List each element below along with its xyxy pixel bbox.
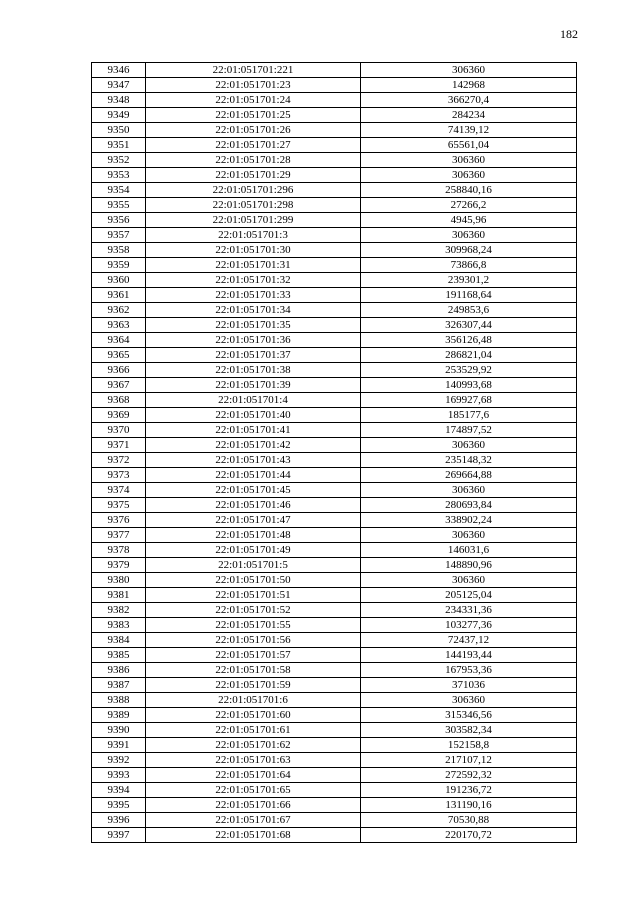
row-number-cell: 9360 <box>92 273 146 288</box>
table-row <box>92 123 577 138</box>
table-row <box>92 618 577 633</box>
cadastral-value-cell: 140993,68 <box>361 378 577 393</box>
table-row <box>92 813 577 828</box>
row-number-cell: 9372 <box>92 453 146 468</box>
table-row <box>92 93 577 108</box>
table-row <box>92 243 577 258</box>
row-number-cell: 9387 <box>92 678 146 693</box>
cadastral-value-cell: 73866,8 <box>361 258 577 273</box>
cadastral-value-cell: 356126,48 <box>361 333 577 348</box>
cadastral-value-cell: 70530,88 <box>361 813 577 828</box>
row-number-cell: 9392 <box>92 753 146 768</box>
cadastral-value-cell: 185177,6 <box>361 408 577 423</box>
cadastral-value-cell: 306360 <box>361 228 577 243</box>
cadastral-number-cell: 22:01:051701:36 <box>146 333 361 348</box>
row-number-cell: 9397 <box>92 828 146 843</box>
cadastral-number-cell: 22:01:051701:44 <box>146 468 361 483</box>
row-number-cell: 9352 <box>92 153 146 168</box>
row-number-cell: 9376 <box>92 513 146 528</box>
cadastral-value-cell: 309968,24 <box>361 243 577 258</box>
cadastral-value-cell: 315346,56 <box>361 708 577 723</box>
row-number-cell: 9364 <box>92 333 146 348</box>
cadastral-number-cell: 22:01:051701:57 <box>146 648 361 663</box>
row-number-cell: 9348 <box>92 93 146 108</box>
cadastral-value-cell: 306360 <box>361 168 577 183</box>
table-row <box>92 558 577 573</box>
table-row <box>92 603 577 618</box>
cadastral-value-cell: 169927,68 <box>361 393 577 408</box>
cadastral-number-cell: 22:01:051701:43 <box>146 453 361 468</box>
table-row <box>92 258 577 273</box>
table-row <box>92 318 577 333</box>
cadastral-value-cell: 249853,6 <box>361 303 577 318</box>
table-row <box>92 753 577 768</box>
table-row <box>92 513 577 528</box>
row-number-cell: 9373 <box>92 468 146 483</box>
cadastral-value-cell: 74139,12 <box>361 123 577 138</box>
cadastral-number-cell: 22:01:051701:51 <box>146 588 361 603</box>
cadastral-value-cell: 234331,36 <box>361 603 577 618</box>
cadastral-value-cell: 269664,88 <box>361 468 577 483</box>
cadastral-value-cell: 27266,2 <box>361 198 577 213</box>
row-number-cell: 9356 <box>92 213 146 228</box>
table-row <box>92 633 577 648</box>
cadastral-value-cell: 284234 <box>361 108 577 123</box>
row-number-cell: 9354 <box>92 183 146 198</box>
row-number-cell: 9351 <box>92 138 146 153</box>
row-number-cell: 9382 <box>92 603 146 618</box>
table-row <box>92 768 577 783</box>
cadastral-number-cell: 22:01:051701:41 <box>146 423 361 438</box>
cadastral-number-cell: 22:01:051701:23 <box>146 78 361 93</box>
table-row <box>92 498 577 513</box>
cadastral-value-cell: 303582,34 <box>361 723 577 738</box>
table-row <box>92 663 577 678</box>
row-number-cell: 9396 <box>92 813 146 828</box>
row-number-cell: 9355 <box>92 198 146 213</box>
table-row <box>92 213 577 228</box>
cadastral-value-cell: 306360 <box>361 153 577 168</box>
table-row <box>92 798 577 813</box>
table-row <box>92 543 577 558</box>
cadastral-value-cell: 148890,96 <box>361 558 577 573</box>
cadastral-number-cell: 22:01:051701:6 <box>146 693 361 708</box>
cadastral-number-cell: 22:01:051701:55 <box>146 618 361 633</box>
table-row <box>92 648 577 663</box>
cadastral-number-cell: 22:01:051701:46 <box>146 498 361 513</box>
row-number-cell: 9381 <box>92 588 146 603</box>
row-number-cell: 9393 <box>92 768 146 783</box>
cadastral-value-cell: 72437,12 <box>361 633 577 648</box>
row-number-cell: 9349 <box>92 108 146 123</box>
cadastral-number-cell: 22:01:051701:59 <box>146 678 361 693</box>
cadastral-value-cell: 286821,04 <box>361 348 577 363</box>
table-row <box>92 423 577 438</box>
cadastral-number-cell: 22:01:051701:296 <box>146 183 361 198</box>
cadastral-number-cell: 22:01:051701:299 <box>146 213 361 228</box>
table-row <box>92 153 577 168</box>
table-row <box>92 78 577 93</box>
cadastral-value-cell: 306360 <box>361 63 577 78</box>
row-number-cell: 9363 <box>92 318 146 333</box>
cadastral-value-cell: 306360 <box>361 573 577 588</box>
row-number-cell: 9390 <box>92 723 146 738</box>
cadastral-value-cell: 371036 <box>361 678 577 693</box>
cadastral-number-cell: 22:01:051701:66 <box>146 798 361 813</box>
row-number-cell: 9380 <box>92 573 146 588</box>
row-number-cell: 9377 <box>92 528 146 543</box>
cadastral-value-cell: 235148,32 <box>361 453 577 468</box>
row-number-cell: 9346 <box>92 63 146 78</box>
table-row <box>92 453 577 468</box>
row-number-cell: 9374 <box>92 483 146 498</box>
cadastral-value-cell: 326307,44 <box>361 318 577 333</box>
table-row <box>92 738 577 753</box>
table-row <box>92 693 577 708</box>
cadastral-number-cell: 22:01:051701:45 <box>146 483 361 498</box>
cadastral-number-cell: 22:01:051701:3 <box>146 228 361 243</box>
cadastral-number-cell: 22:01:051701:38 <box>146 363 361 378</box>
cadastral-number-cell: 22:01:051701:31 <box>146 258 361 273</box>
cadastral-value-cell: 258840,16 <box>361 183 577 198</box>
row-number-cell: 9369 <box>92 408 146 423</box>
row-number-cell: 9359 <box>92 258 146 273</box>
cadastral-value-cell: 280693,84 <box>361 498 577 513</box>
cadastral-value-cell: 174897,52 <box>361 423 577 438</box>
cadastral-number-cell: 22:01:051701:4 <box>146 393 361 408</box>
cadastral-number-cell: 22:01:051701:35 <box>146 318 361 333</box>
cadastral-value-cell: 146031,6 <box>361 543 577 558</box>
cadastral-value-cell: 220170,72 <box>361 828 577 843</box>
table-row <box>92 198 577 213</box>
cadastral-number-cell: 22:01:051701:27 <box>146 138 361 153</box>
cadastral-value-cell: 306360 <box>361 438 577 453</box>
table-row <box>92 783 577 798</box>
row-number-cell: 9350 <box>92 123 146 138</box>
row-number-cell: 9394 <box>92 783 146 798</box>
cadastral-number-cell: 22:01:051701:37 <box>146 348 361 363</box>
cadastral-value-cell: 205125,04 <box>361 588 577 603</box>
table-row <box>92 408 577 423</box>
row-number-cell: 9357 <box>92 228 146 243</box>
row-number-cell: 9362 <box>92 303 146 318</box>
table-row <box>92 348 577 363</box>
cadastral-number-cell: 22:01:051701:50 <box>146 573 361 588</box>
row-number-cell: 9378 <box>92 543 146 558</box>
row-number-cell: 9367 <box>92 378 146 393</box>
cadastral-number-cell: 22:01:051701:48 <box>146 528 361 543</box>
cadastral-number-cell: 22:01:051701:25 <box>146 108 361 123</box>
cadastral-number-cell: 22:01:051701:60 <box>146 708 361 723</box>
cadastral-number-cell: 22:01:051701:39 <box>146 378 361 393</box>
cadastral-number-cell: 22:01:051701:42 <box>146 438 361 453</box>
cadastral-number-cell: 22:01:051701:64 <box>146 768 361 783</box>
cadastral-number-cell: 22:01:051701:221 <box>146 63 361 78</box>
row-number-cell: 9371 <box>92 438 146 453</box>
cadastral-number-cell: 22:01:051701:67 <box>146 813 361 828</box>
cadastral-number-cell: 22:01:051701:40 <box>146 408 361 423</box>
cadastral-value-cell: 306360 <box>361 528 577 543</box>
table-row <box>92 168 577 183</box>
cadastral-number-cell: 22:01:051701:26 <box>146 123 361 138</box>
cadastral-value-cell: 167953,36 <box>361 663 577 678</box>
table-row <box>92 483 577 498</box>
row-number-cell: 9385 <box>92 648 146 663</box>
row-number-cell: 9365 <box>92 348 146 363</box>
table-row <box>92 528 577 543</box>
cadastral-number-cell: 22:01:051701:58 <box>146 663 361 678</box>
table-row <box>92 228 577 243</box>
row-number-cell: 9361 <box>92 288 146 303</box>
cadastral-number-cell: 22:01:051701:33 <box>146 288 361 303</box>
cadastral-value-cell: 366270,4 <box>361 93 577 108</box>
row-number-cell: 9395 <box>92 798 146 813</box>
cadastral-number-cell: 22:01:051701:29 <box>146 168 361 183</box>
cadastral-value-cell: 306360 <box>361 693 577 708</box>
cadastral-number-cell: 22:01:051701:49 <box>146 543 361 558</box>
cadastral-value-cell: 131190,16 <box>361 798 577 813</box>
table-row <box>92 108 577 123</box>
table-row <box>92 378 577 393</box>
cadastral-value-cell: 142968 <box>361 78 577 93</box>
row-number-cell: 9383 <box>92 618 146 633</box>
cadastral-value-cell: 217107,12 <box>361 753 577 768</box>
cadastral-value-cell: 272592,32 <box>361 768 577 783</box>
table-row <box>92 708 577 723</box>
cadastral-number-cell: 22:01:051701:47 <box>146 513 361 528</box>
row-number-cell: 9347 <box>92 78 146 93</box>
table-row <box>92 288 577 303</box>
cadastral-number-cell: 22:01:051701:30 <box>146 243 361 258</box>
table-row <box>92 183 577 198</box>
table-row <box>92 63 577 78</box>
cadastral-value-cell: 191236,72 <box>361 783 577 798</box>
cadastral-number-cell: 22:01:051701:5 <box>146 558 361 573</box>
table-row <box>92 393 577 408</box>
cadastral-number-cell: 22:01:051701:68 <box>146 828 361 843</box>
row-number-cell: 9388 <box>92 693 146 708</box>
cadastral-value-cell: 191168,64 <box>361 288 577 303</box>
row-number-cell: 9353 <box>92 168 146 183</box>
table-row <box>92 678 577 693</box>
table-row <box>92 723 577 738</box>
table-row <box>92 588 577 603</box>
table-row <box>92 273 577 288</box>
cadastral-value-table <box>91 62 577 843</box>
row-number-cell: 9384 <box>92 633 146 648</box>
cadastral-value-cell: 152158,8 <box>361 738 577 753</box>
cadastral-number-cell: 22:01:051701:298 <box>146 198 361 213</box>
cadastral-value-cell: 65561,04 <box>361 138 577 153</box>
row-number-cell: 9391 <box>92 738 146 753</box>
cadastral-number-cell: 22:01:051701:52 <box>146 603 361 618</box>
cadastral-number-cell: 22:01:051701:56 <box>146 633 361 648</box>
row-number-cell: 9366 <box>92 363 146 378</box>
cadastral-number-cell: 22:01:051701:28 <box>146 153 361 168</box>
cadastral-number-cell: 22:01:051701:62 <box>146 738 361 753</box>
cadastral-number-cell: 22:01:051701:61 <box>146 723 361 738</box>
row-number-cell: 9389 <box>92 708 146 723</box>
cadastral-value-cell: 239301,2 <box>361 273 577 288</box>
cadastral-value-cell: 253529,92 <box>361 363 577 378</box>
table-row <box>92 138 577 153</box>
row-number-cell: 9379 <box>92 558 146 573</box>
table-row <box>92 303 577 318</box>
row-number-cell: 9375 <box>92 498 146 513</box>
cadastral-number-cell: 22:01:051701:24 <box>146 93 361 108</box>
cadastral-number-cell: 22:01:051701:63 <box>146 753 361 768</box>
table-row <box>92 363 577 378</box>
cadastral-value-cell: 144193,44 <box>361 648 577 663</box>
table-row <box>92 573 577 588</box>
row-number-cell: 9370 <box>92 423 146 438</box>
cadastral-number-cell: 22:01:051701:65 <box>146 783 361 798</box>
cadastral-number-cell: 22:01:051701:32 <box>146 273 361 288</box>
cadastral-value-cell: 338902,24 <box>361 513 577 528</box>
table-row <box>92 438 577 453</box>
table-body <box>92 63 577 843</box>
row-number-cell: 9386 <box>92 663 146 678</box>
cadastral-value-cell: 4945,96 <box>361 213 577 228</box>
row-number-cell: 9368 <box>92 393 146 408</box>
page-number: 182 <box>560 27 578 41</box>
cadastral-value-cell: 306360 <box>361 483 577 498</box>
cadastral-value-cell: 103277,36 <box>361 618 577 633</box>
cadastral-number-cell: 22:01:051701:34 <box>146 303 361 318</box>
table-row <box>92 333 577 348</box>
table-row <box>92 468 577 483</box>
row-number-cell: 9358 <box>92 243 146 258</box>
table-row <box>92 828 577 843</box>
